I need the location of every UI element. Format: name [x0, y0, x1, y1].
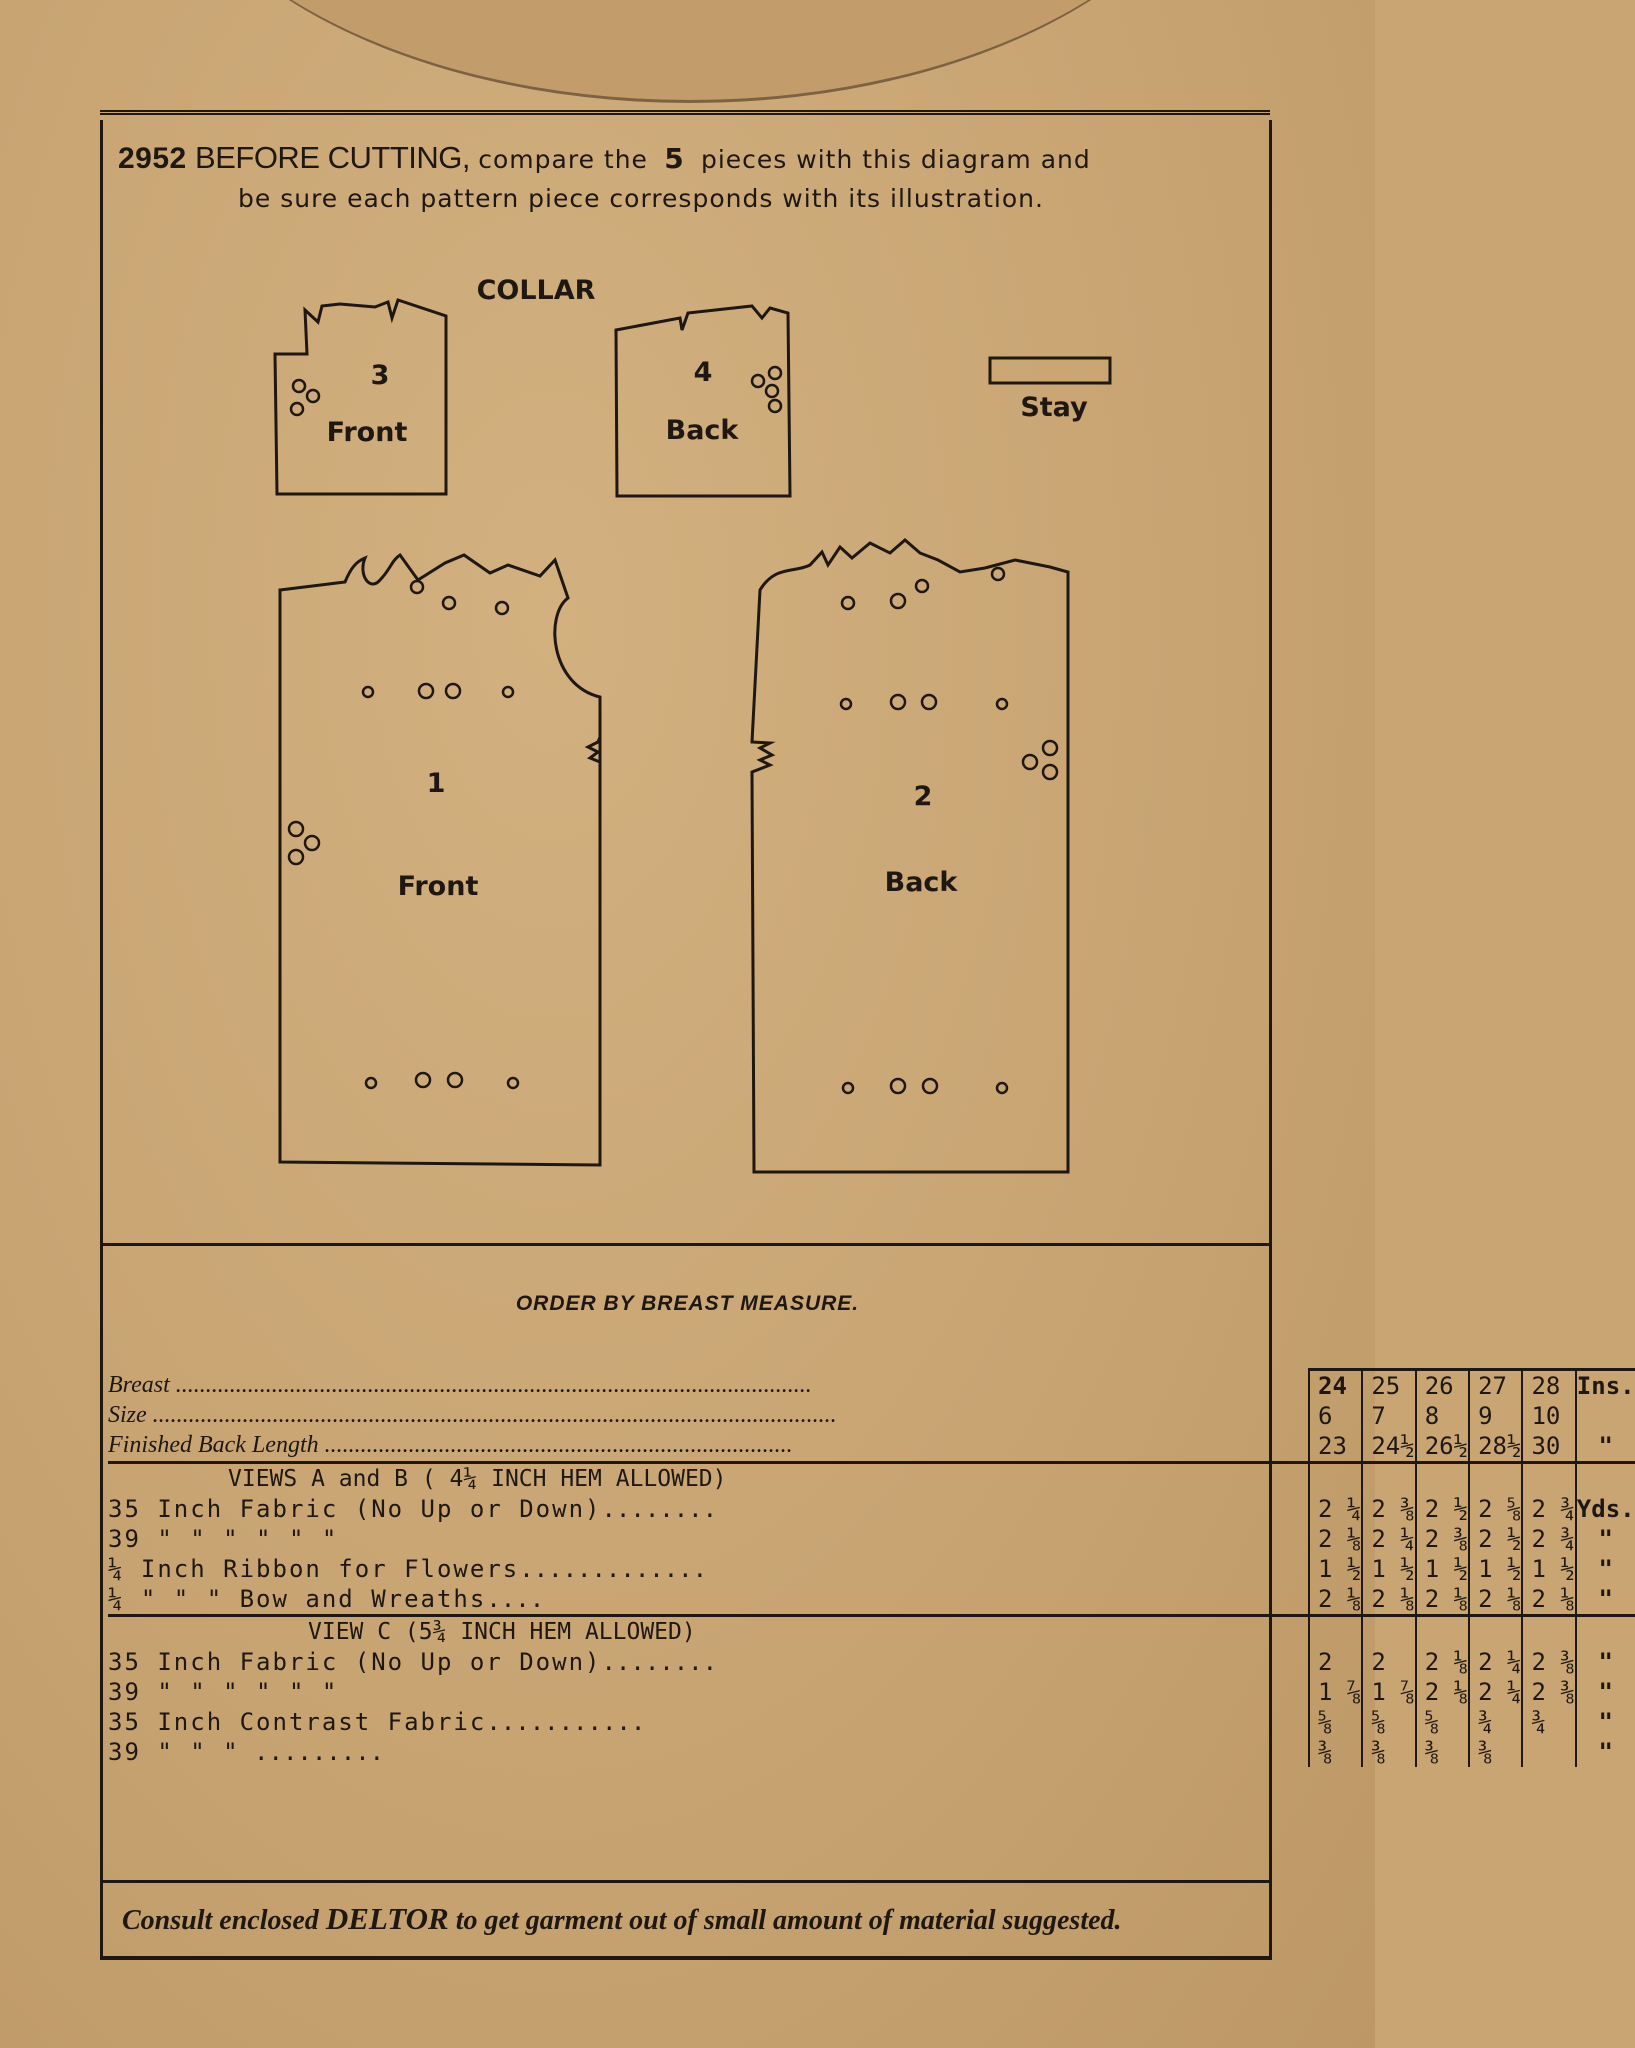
- cell: 8: [1424, 1402, 1440, 1430]
- label-text: Size: [108, 1401, 147, 1428]
- footer-suffix: to get garment out of small amount of material suggested.: [455, 1905, 1122, 1936]
- cell: 25: [1371, 1372, 1401, 1400]
- leader-dots: ........: [601, 1648, 718, 1676]
- label-text: 39 " " " " " ": [108, 1525, 339, 1553]
- cell: 2 ¾: [1531, 1525, 1575, 1553]
- spacer: [1363, 1617, 1414, 1647]
- size-column-25: [1362, 1463, 1415, 1616]
- cell: 2 ⅜: [1531, 1648, 1575, 1676]
- section-heading: VIEWS A and B ( 4¼ INCH HEM ALLOWED): [228, 1466, 727, 1492]
- header-compare: compare the: [478, 145, 648, 174]
- cell: ⅜: [1478, 1738, 1493, 1766]
- cell: [1523, 1737, 1574, 1767]
- spacer: [1523, 1617, 1574, 1647]
- section-divider: [100, 1243, 1270, 1246]
- cell: 2 ⅛: [1424, 1585, 1469, 1613]
- row-label: [108, 1524, 1308, 1554]
- label-text: 35 Inch Fabric (No Up or Down): [108, 1495, 602, 1523]
- leader-dots: .........: [239, 1738, 385, 1766]
- row-label: [108, 1677, 1308, 1707]
- footer-text: [122, 1901, 1122, 1937]
- row-label: [108, 1494, 1308, 1524]
- collar-front-piece: [275, 300, 446, 494]
- cell: 1 ⅞: [1318, 1678, 1362, 1706]
- spacer: [1577, 1464, 1635, 1494]
- label-text: 39 " " ": [108, 1738, 240, 1766]
- cell: 2 ⅛: [1531, 1585, 1575, 1613]
- spacer: [1470, 1464, 1521, 1494]
- label-text: 35 Inch Contrast Fabric: [108, 1708, 487, 1736]
- size-column-27: [1469, 1370, 1522, 1463]
- header-title: BEFORE CUTTING,: [195, 140, 470, 175]
- spacer: [1363, 1464, 1414, 1494]
- footer-brand: DELTOR: [325, 1901, 449, 1936]
- spacer: [1417, 1464, 1468, 1494]
- size-column-26: [1416, 1616, 1469, 1768]
- leader-dots: .............: [519, 1555, 708, 1583]
- size-column-27: [1469, 1616, 1522, 1768]
- cell: 6: [1318, 1402, 1333, 1430]
- order-note: ORDER BY BREAST MEASURE.: [515, 1292, 860, 1315]
- table-section: [108, 1616, 1635, 1768]
- cell: 7: [1371, 1402, 1386, 1430]
- piece-3-number: 3: [370, 360, 390, 391]
- cell: 28: [1531, 1372, 1561, 1400]
- back-bodice-perforations: [841, 568, 1057, 1093]
- table-row: [108, 1370, 1635, 1463]
- cell: Ins.: [1576, 1372, 1635, 1400]
- label-text: 39 " " " " " ": [108, 1678, 339, 1706]
- cell: 2 ⅛: [1478, 1585, 1522, 1613]
- piece-1-name: Front: [397, 871, 479, 902]
- row-label: [108, 1707, 1308, 1737]
- row-label: [108, 1737, 1308, 1767]
- cell: 2 ¼: [1478, 1678, 1522, 1706]
- measure-labels: [108, 1370, 1309, 1463]
- cell: 2 ⅜: [1531, 1678, 1575, 1706]
- piece-1-number: 1: [426, 768, 446, 799]
- size-column-28: [1522, 1616, 1575, 1768]
- size-column-25: [1362, 1616, 1415, 1768]
- section-heading: VIEW C (5¾ INCH HEM ALLOWED): [308, 1619, 696, 1645]
- cell: ⅜: [1424, 1738, 1440, 1766]
- cell: 2 ⅜: [1424, 1525, 1469, 1553]
- unit-column: [1576, 1463, 1635, 1616]
- cell: 2: [1318, 1648, 1333, 1676]
- cell: 2 ¼: [1371, 1525, 1415, 1553]
- leader-dots: ..........................................................................................................: [169, 1371, 812, 1398]
- collar-front-perforations: [291, 380, 319, 415]
- cell: ": [1598, 1678, 1613, 1706]
- cell: ": [1598, 1648, 1613, 1676]
- cell: 2 ½: [1478, 1525, 1522, 1553]
- cell: 1 ½: [1371, 1555, 1415, 1583]
- section-ab-labels: [108, 1463, 1309, 1616]
- label-text: ¼ " " " Bow and Wreaths: [108, 1585, 487, 1613]
- leader-dots: ...........: [486, 1708, 646, 1736]
- piece-2-number: 2: [913, 781, 933, 812]
- size-column-26: [1416, 1370, 1469, 1463]
- cell: ⅜: [1318, 1738, 1333, 1766]
- cell: 1 ½: [1531, 1555, 1575, 1583]
- cell: 2 ⅝: [1478, 1495, 1522, 1523]
- cell: 2 ⅛: [1318, 1585, 1362, 1613]
- table-section: [108, 1463, 1635, 1616]
- size-column-26: [1416, 1463, 1469, 1616]
- cell: 30: [1531, 1432, 1561, 1460]
- leader-dots: ........: [601, 1495, 718, 1523]
- cell: 2 ¼: [1478, 1648, 1522, 1676]
- back-bodice-piece: [752, 540, 1068, 1172]
- cell: 28½: [1478, 1432, 1522, 1460]
- cell: 26: [1424, 1372, 1454, 1400]
- spacer: [1470, 1617, 1521, 1647]
- cell: ": [1598, 1738, 1613, 1766]
- size-column-25: [1362, 1370, 1415, 1463]
- front-bodice-piece: [280, 555, 600, 1165]
- cell: ": [1598, 1708, 1613, 1736]
- cell: 1 ½: [1424, 1555, 1469, 1583]
- cell: ": [1598, 1555, 1613, 1583]
- size-column-27: [1469, 1463, 1522, 1616]
- size-column-24: [1309, 1616, 1362, 1768]
- cell: 26½: [1424, 1432, 1469, 1460]
- leader-dots: ..............................................................................: [318, 1431, 793, 1458]
- cell: 2 ⅛: [1371, 1585, 1415, 1613]
- cell: 1 ½: [1478, 1555, 1522, 1583]
- piece-4-number: 4: [693, 357, 713, 388]
- cell: Yds.: [1576, 1495, 1635, 1523]
- cell: ¾: [1531, 1708, 1546, 1736]
- spacer: [1310, 1617, 1361, 1647]
- label-text: 35 Inch Fabric (No Up or Down): [108, 1648, 602, 1676]
- cell: 2 ⅛: [1318, 1525, 1362, 1553]
- cell: ": [1598, 1525, 1613, 1553]
- cell: ⅜: [1371, 1738, 1386, 1766]
- cell: ⅝: [1424, 1708, 1440, 1736]
- label-text: ¼ Inch Ribbon for Flowers: [108, 1555, 520, 1583]
- piece-4-name: Back: [665, 415, 739, 446]
- leader-dots: ..................................................................................................................: [146, 1401, 837, 1428]
- row-label: [108, 1554, 1308, 1584]
- cell: 24: [1318, 1372, 1347, 1400]
- stay-label: Stay: [1020, 392, 1088, 423]
- footer-prefix: Consult enclosed: [122, 1905, 319, 1936]
- row-label-size: [108, 1400, 1308, 1430]
- cell: 2 ¼: [1318, 1495, 1362, 1523]
- cell: 1 ⅞: [1371, 1678, 1415, 1706]
- cell: 1 ½: [1318, 1555, 1362, 1583]
- label-text: Breast: [108, 1371, 170, 1398]
- unit-column: [1576, 1616, 1635, 1768]
- cell: 9: [1478, 1402, 1493, 1430]
- cell: ⅝: [1371, 1708, 1386, 1736]
- size-column-24: [1309, 1370, 1362, 1463]
- cell: 2: [1371, 1648, 1386, 1676]
- leader-dots: ....: [486, 1585, 545, 1613]
- row-label: [108, 1584, 1308, 1614]
- row-label: [108, 1647, 1308, 1677]
- spacer: [1310, 1464, 1361, 1494]
- piece-3-name: Front: [326, 417, 408, 448]
- cell: ": [1598, 1585, 1613, 1613]
- collar-title: COLLAR: [476, 275, 596, 306]
- front-bodice-perforations: [289, 581, 518, 1088]
- cell: 2 ¾: [1531, 1495, 1575, 1523]
- piece-2-name: Back: [884, 867, 958, 898]
- spacer: [1523, 1464, 1574, 1494]
- size-column-28: [1522, 1370, 1575, 1463]
- cell: 27: [1478, 1372, 1507, 1400]
- pattern-number: 2952: [118, 142, 187, 175]
- spacer: [1417, 1617, 1468, 1647]
- yardage-table: [108, 1368, 1635, 1767]
- cell: 24½: [1371, 1432, 1415, 1460]
- cell: ¾: [1478, 1708, 1493, 1736]
- collar-back-perforations: [752, 367, 781, 412]
- cell: 2 ½: [1424, 1495, 1469, 1523]
- cell: 2 ⅛: [1424, 1648, 1469, 1676]
- collar-back-piece: [616, 306, 790, 496]
- cell: ⅝: [1318, 1708, 1333, 1736]
- cell: 2 ⅜: [1371, 1495, 1415, 1523]
- row-label-breast: [108, 1370, 1308, 1400]
- label-text: Finished Back Length: [108, 1431, 319, 1458]
- size-column-28: [1522, 1463, 1575, 1616]
- header-line-1-end: pieces with this diagram and: [700, 145, 1091, 174]
- cell: 2 ⅛: [1424, 1678, 1469, 1706]
- cell: 10: [1531, 1402, 1561, 1430]
- header-line-2: be sure each pattern piece corresponds with its illustration.: [238, 184, 1044, 213]
- size-column-24: [1309, 1463, 1362, 1616]
- cell: 23: [1318, 1432, 1347, 1460]
- piece-count: 5: [664, 142, 685, 175]
- cell: ": [1598, 1432, 1613, 1460]
- spacer: [1577, 1617, 1635, 1647]
- stay-piece: [990, 358, 1110, 383]
- unit-column: [1576, 1370, 1635, 1463]
- footer-note: [100, 1880, 1270, 1955]
- cell: [1577, 1401, 1635, 1431]
- section-c-labels: [108, 1616, 1309, 1768]
- row-label-back-length: [108, 1430, 1308, 1460]
